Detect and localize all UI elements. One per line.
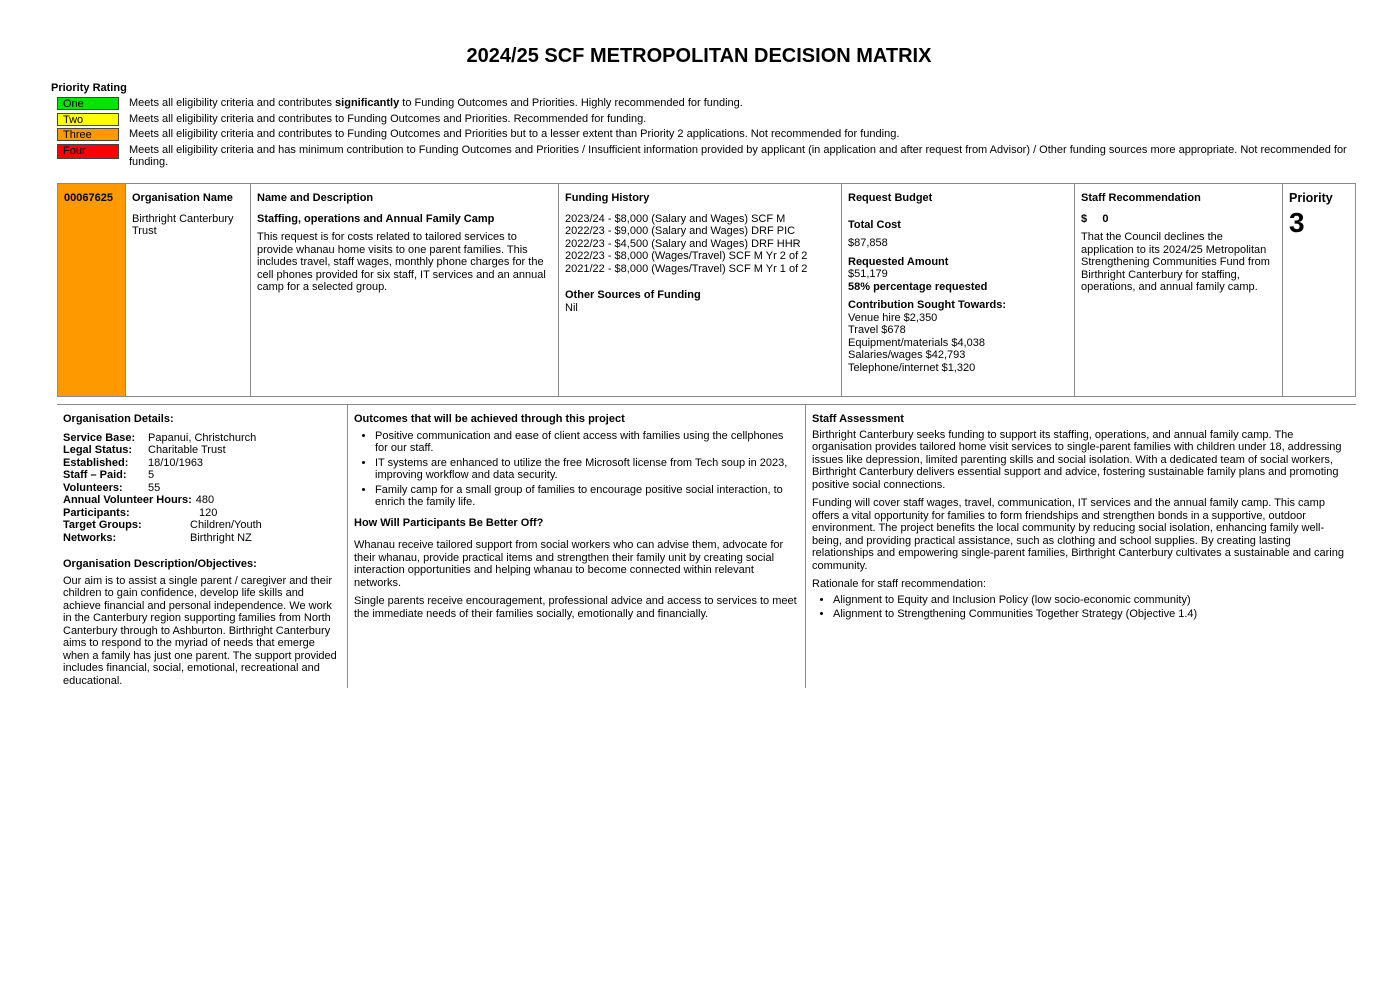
- total-cost-value: $87,858: [848, 237, 888, 249]
- legend-desc-three: Meets all eligibility criteria and contributes to Funding Outcomes and Priorities but to a lesser extent than Priority 2 applications. Not recommended for funding.: [129, 128, 900, 140]
- funding-history-cell: [558, 184, 841, 396]
- priority-legend: [57, 97, 1347, 171]
- outcome-item: • Family camp for a small group of families to encourage positive social interaction, to enrich the family life.: [375, 484, 799, 509]
- legend-swatch-four: Four: [57, 144, 119, 159]
- detail-value: Papanui, Christchurch: [148, 431, 257, 444]
- detail-row-legal-status: [63, 444, 341, 457]
- detail-row-established: [63, 457, 341, 470]
- priority-value: 3: [1289, 206, 1305, 238]
- detail-key: Staff – Paid:: [63, 469, 127, 481]
- legend-desc-two: Meets all eligibility criteria and contributes to Funding Outcomes and Priorities. Recommended for funding.: [129, 112, 647, 125]
- detail-value: 120: [199, 506, 218, 519]
- contribution-item: Venue hire $2,350: [848, 311, 938, 324]
- legend-row-three: [57, 128, 1347, 141]
- staff-recommendation-text: That the Council declines the application to its 2024/25 Metropolitan Strengthening Communities Fund from Birthright Canterbury for staffing, operations, and annual family camp.: [1081, 231, 1270, 293]
- organisation-name-cell: [125, 184, 250, 396]
- legend-desc-four: Meets all eligibility criteria and has minimum contribution to Funding Outcomes and Priorities / Insufficient information provided by applicant (in application and after request from Advisor) / Other funding sources more appropriate. Not recommended for funding.: [129, 143, 1347, 168]
- other-sources-heading: Other Sources of Funding: [565, 289, 701, 301]
- rationale-item: • Alignment to Equity and Inclusion Policy (low socio-economic community): [833, 594, 1350, 607]
- detail-key: Target Groups:: [63, 519, 142, 531]
- staff-assessment-column: [806, 405, 1356, 688]
- detail-value: Charitable Trust: [148, 444, 226, 456]
- legend-desc-one-bold: significantly: [335, 97, 400, 109]
- legend-swatch-two: Two: [57, 113, 119, 126]
- application-id-cell: [58, 184, 125, 396]
- organisation-details-heading: Organisation Details:: [63, 413, 174, 425]
- rationale-heading: Rationale for staff recommendation:: [812, 578, 987, 590]
- organisation-name: Birthright Canterbury Trust: [132, 212, 234, 237]
- funding-history-item: 2022/23 - $9,000 (Salary and Wages) DRF PIC: [565, 225, 796, 237]
- legend-row-one: [57, 97, 1347, 110]
- assessment-paragraph: Birthright Canterbury seeks funding to support its staffing, operations, and annual family camp. The organisation provides tailored home visit services to single-parent families with children under 18, addressing issues like depression, limited parenting skills and social isolation. With a dedicated team of social workers, Birthright Canterbury delivers essential support and advice, fostering sustainable family plans and promoting positive social connections.: [812, 428, 1342, 491]
- priority-rating-heading: Priority Rating: [51, 82, 127, 94]
- detail-row-volunteer-hours: [63, 494, 341, 507]
- assessment-paragraph: Funding will cover staff wages, travel, communication, IT services and the annual family camp. This camp offers a vital opportunity for families to form friendships and strengthen bonds in a supportive, outdoor environment. The project benefits the local community by reducing social isolation, enhancing family well-being, and providing practical assistance, such as clothing and school supplies. By creating lasting relationships and empowering single-parent families, Birthright Canterbury cultivates a sustainable and caring community.: [812, 497, 1344, 572]
- legend-row-four: [57, 144, 1347, 169]
- legend-desc-one: [129, 97, 743, 110]
- detail-row-volunteers: [63, 482, 341, 495]
- project-name: Staffing, operations and Annual Family Camp: [257, 212, 495, 225]
- project-description: This request is for costs related to tailored services to provide whanau home visits to one parent families. This includes travel, staff wages, monthly phone charges for the cell phones provided for six staff, IT services and an annual camp for a selected group.: [257, 231, 546, 293]
- funding-history-item: 2022/23 - $4,500 (Salary and Wages) DRF HHR: [565, 237, 801, 250]
- detail-key: Legal Status:: [63, 444, 133, 456]
- contribution-item: Salaries/wages $42,793: [848, 349, 966, 361]
- detail-key: Volunteers:: [63, 481, 123, 494]
- organisation-name-heading: Organisation Name: [132, 192, 233, 204]
- requested-amount-value: $51,179: [848, 268, 888, 280]
- better-off-heading: How Will Participants Be Better Off?: [354, 516, 544, 529]
- detail-key: Service Base:: [63, 431, 136, 444]
- outcomes-column: [348, 405, 806, 688]
- priority-cell: [1282, 184, 1355, 396]
- description-cell: [250, 184, 558, 396]
- legend-desc-one-part2: to Funding Outcomes and Priorities. Highly recommended for funding.: [399, 97, 743, 109]
- legend-row-two: [57, 113, 1347, 126]
- contribution-item: Travel $678: [848, 324, 906, 336]
- funding-history-item: 2021/22 - $8,000 (Wages/Travel) SCF M Yr 1 of 2: [565, 262, 808, 275]
- contribution-heading: Contribution Sought Towards:: [848, 299, 1007, 311]
- request-budget-cell: [841, 184, 1074, 396]
- detail-row-service-base: [63, 432, 341, 445]
- contribution-item: Telephone/internet $1,320: [848, 361, 976, 374]
- objectives-text: Our aim is to assist a single parent / caregiver and their children to gain confidence, develop life skills and achieve financial and personal independence. We work in the Canterbury region supporting families from North Canterbury through to Ashburton. Birthright Canterbury aims to respond to the myriad of needs that emerge when a family has just one parent. The support provided includes financial, social, emotional, recreational and educational.: [63, 574, 337, 687]
- details-section: [57, 404, 1356, 688]
- better-off-paragraph: Whanau receive tailored support from social workers who can advise them, advocate for their whanau, provide practical items and strengthen their family unit by creating social interaction opportunities and helping whanau to become connected within relevant networks.: [354, 539, 784, 589]
- priority-heading: Priority: [1289, 191, 1333, 205]
- staff-recommendation-cell: [1074, 184, 1282, 396]
- organisation-details-column: [57, 405, 348, 688]
- detail-key: Established:: [63, 456, 129, 469]
- detail-value: 480: [195, 494, 215, 506]
- staff-recommendation-heading: Staff Recommendation: [1081, 192, 1201, 204]
- funding-history-item: 2023/24 - $8,000 (Salary and Wages) SCF M: [565, 212, 786, 225]
- legend-swatch-three: Three: [57, 128, 119, 141]
- detail-value: 18/10/1963: [148, 456, 204, 469]
- objectives-heading: Organisation Description/Objectives:: [63, 558, 257, 570]
- legend-desc-one-part1: Meets all eligibility criteria and contributes: [129, 97, 336, 109]
- application-id: 00067625: [64, 192, 113, 204]
- outcomes-list: [354, 430, 799, 509]
- detail-value: 5: [148, 469, 155, 481]
- detail-row-staff-paid: [63, 469, 341, 482]
- request-budget-heading: Request Budget: [848, 192, 933, 204]
- document-title: 2024/25 SCF METROPOLITAN DECISION MATRIX: [466, 45, 932, 67]
- rationale-list: [812, 594, 1350, 621]
- detail-value: 55: [148, 481, 161, 494]
- staff-recommended-amount: $ 0: [1081, 212, 1109, 225]
- requested-amount-label: Requested Amount: [848, 255, 949, 268]
- detail-key: Networks:: [63, 531, 117, 544]
- rationale-item: • Alignment to Strengthening Communities Together Strategy (Objective 1.4): [833, 608, 1350, 621]
- description-heading: Name and Description: [257, 192, 374, 204]
- detail-key: Participants:: [63, 506, 130, 519]
- outcome-item: • Positive communication and ease of client access with families using the cellphones for our staff.: [375, 430, 799, 455]
- detail-row-target-groups: [63, 519, 341, 532]
- detail-value: Children/Youth: [190, 519, 262, 531]
- contribution-item: Equipment/materials $4,038: [848, 336, 985, 349]
- legend-swatch-one: One: [57, 97, 119, 110]
- outcomes-heading: Outcomes that will be achieved through this project: [354, 413, 625, 425]
- funding-history-item: 2022/23 - $8,000 (Wages/Travel) SCF M Yr 2 of 2: [565, 250, 808, 262]
- total-cost-label: Total Cost: [848, 218, 901, 231]
- percentage-requested: 58% percentage requested: [848, 280, 988, 293]
- better-off-paragraph: Single parents receive encouragement, professional advice and access to services to meet the immediate needs of their families socially, emotionally and financially.: [354, 595, 797, 620]
- detail-row-networks: [63, 532, 341, 545]
- detail-value: Birthright NZ: [190, 531, 252, 544]
- funding-history-heading: Funding History: [565, 192, 650, 204]
- outcome-item: • IT systems are enhanced to utilize the free Microsoft license from Tech soup in 2023, improving workflow and data security.: [375, 457, 799, 482]
- detail-row-participants: [63, 507, 341, 520]
- staff-assessment-heading: Staff Assessment: [812, 413, 904, 425]
- application-table: [57, 183, 1356, 397]
- other-sources-value: Nil: [565, 301, 578, 314]
- detail-key: Annual Volunteer Hours:: [63, 494, 192, 506]
